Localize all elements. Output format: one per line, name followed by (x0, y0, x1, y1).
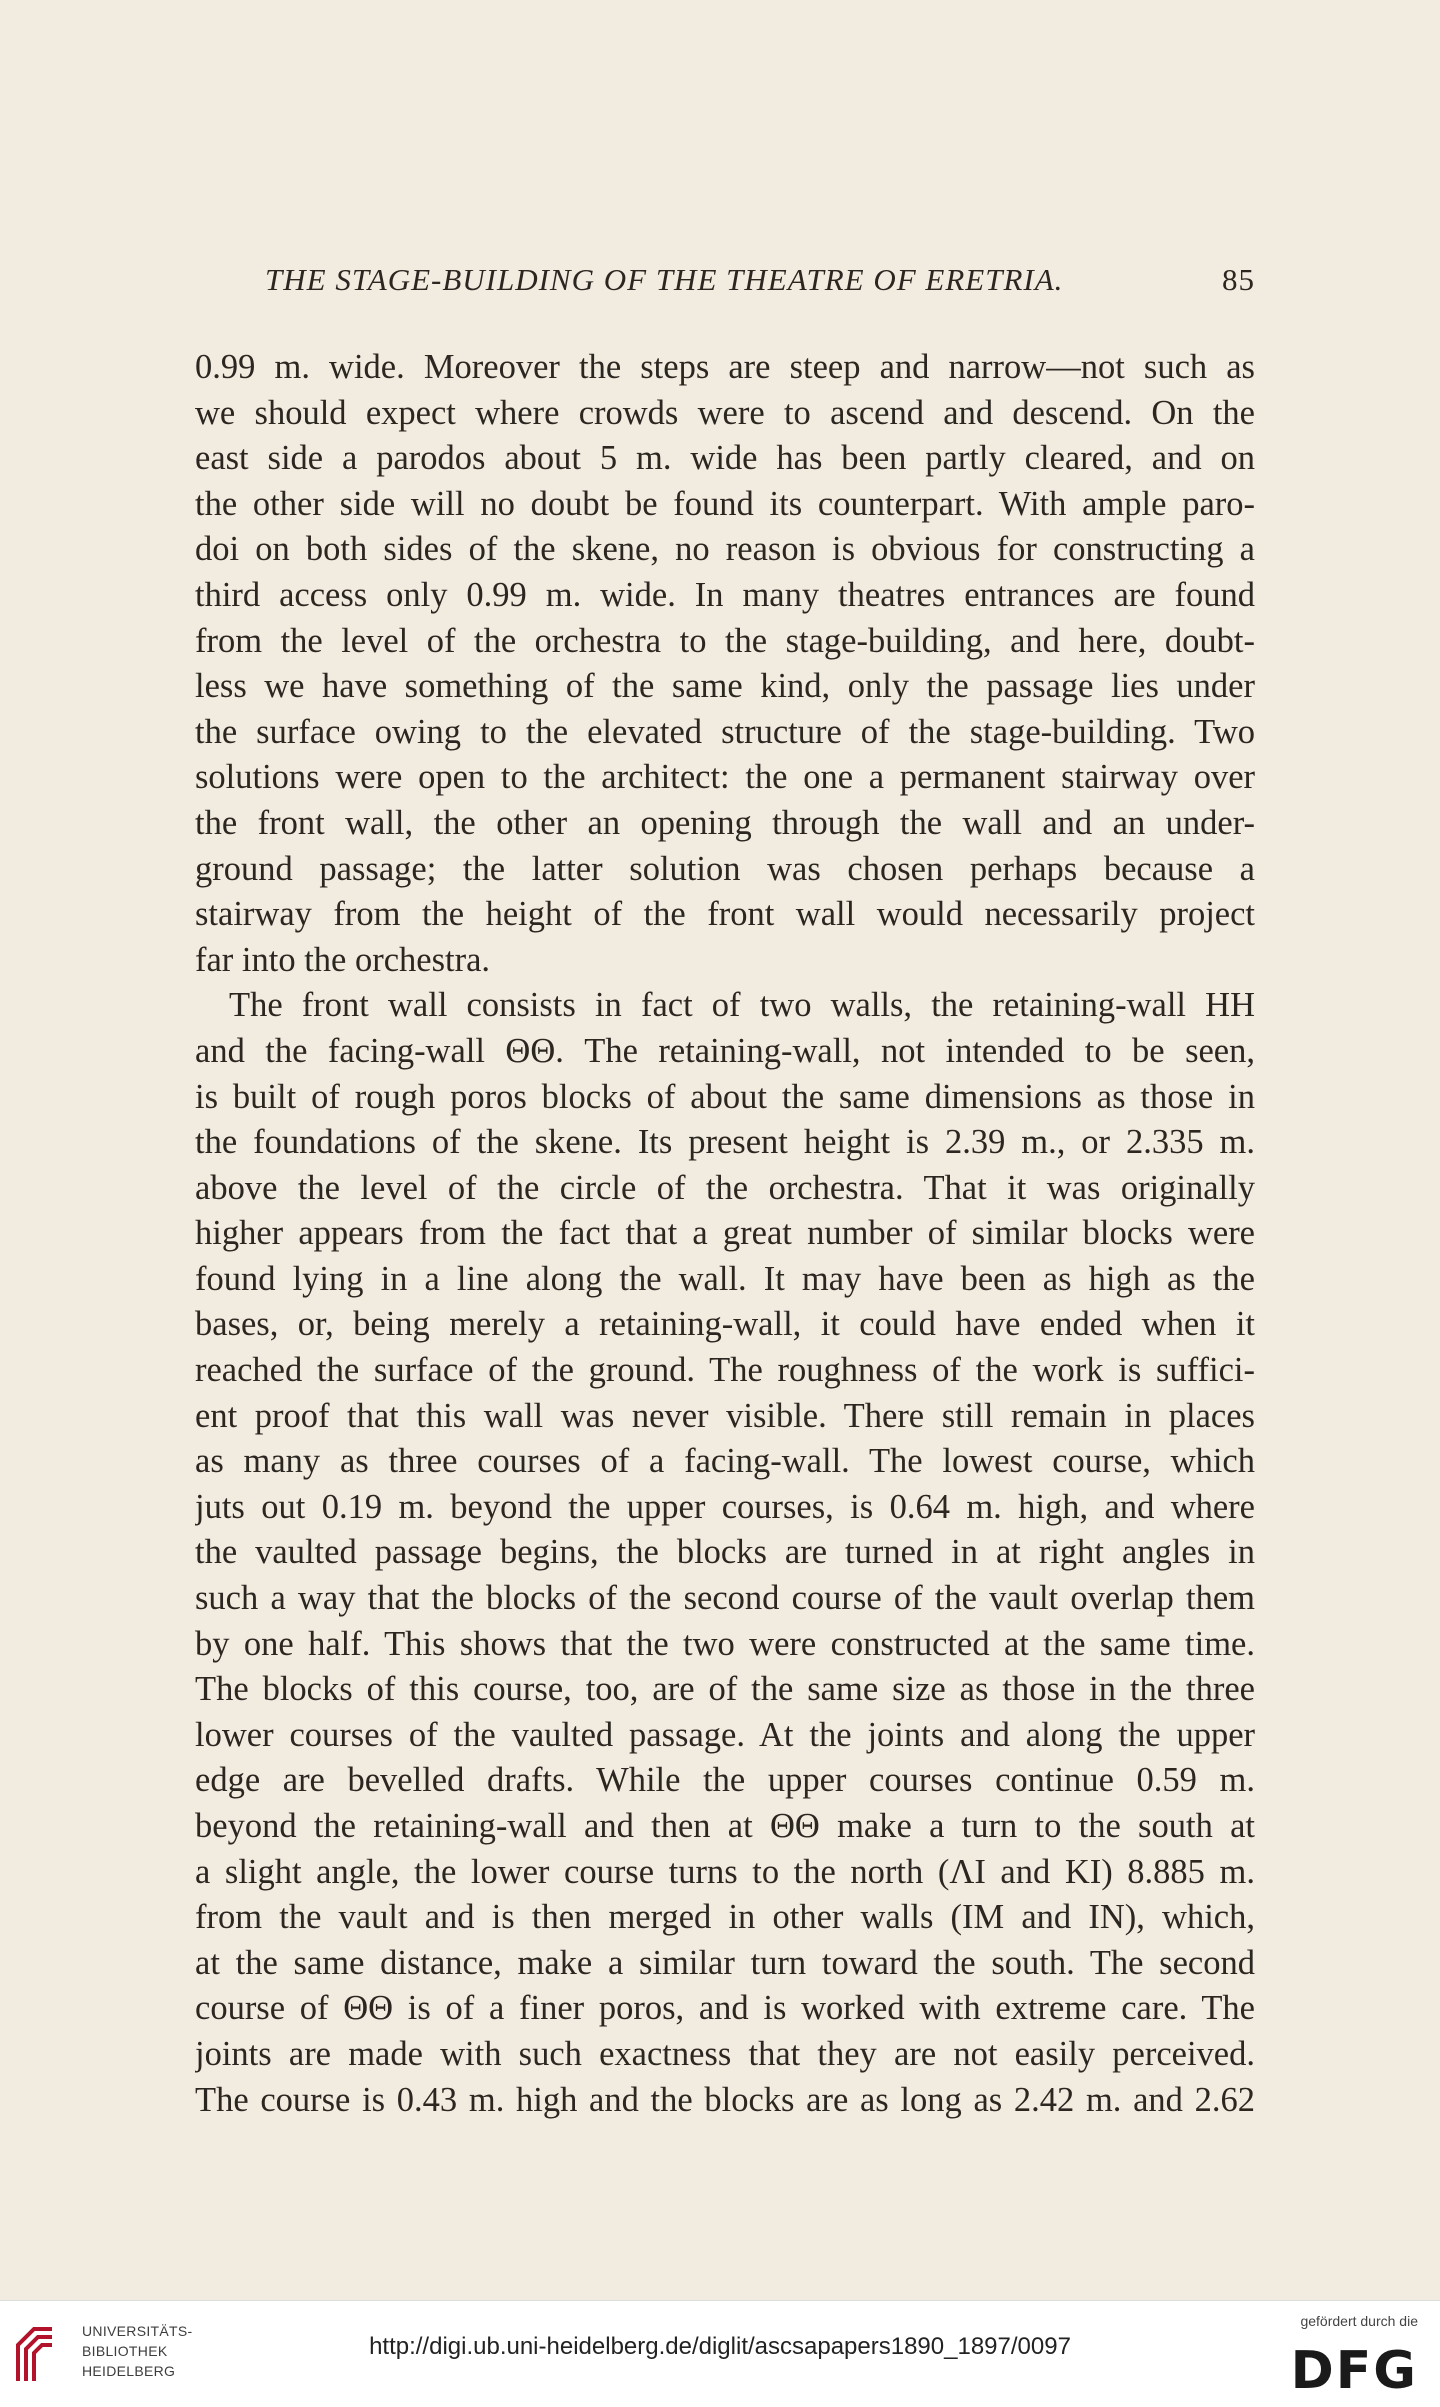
text-line: and the facing-wall ΘΘ. The retaining-wall, not intended to be seen, (195, 1031, 1255, 1070)
text-line: higher appears from the fact that a great number of similar blocks were (195, 1214, 1255, 1253)
text-line: lower courses of the vaulted passage. At the joints and along the upper (195, 1715, 1255, 1754)
text-line: from the level of the orchestra to the stage-building, and here, doubt- (195, 621, 1255, 660)
text-line: above the level of the circle of the orchestra. That it was originally (195, 1168, 1255, 1207)
text-line: 0.99 m. wide. Moreover the steps are steep and narrow—not such as (195, 348, 1255, 386)
text-line: such a way that the blocks of the second course of the vault overlap them (195, 1579, 1255, 1618)
text-line: at the same distance, make a similar turn toward the south. The second (195, 1943, 1255, 1982)
library-name-line: HEIDELBERG (82, 2363, 176, 2379)
dfg-logo: DFG (1290, 2341, 1418, 2401)
text-line: the front wall, the other an opening through the wall and an under- (195, 803, 1255, 842)
text-line: less we have something of the same kind, only the passage lies under (195, 667, 1255, 706)
text-line: east side a parodos about 5 m. wide has been partly cleared, and on (195, 439, 1255, 478)
text-line: the foundations of the skene. Its present height is 2.39 m., or 2.335 m. (195, 1123, 1255, 1162)
text-line: solutions were open to the architect: the one a permanent stairway over (195, 758, 1255, 797)
text-line: we should expect where crowds were to ascend and descend. On the (195, 393, 1255, 432)
text-line: ent proof that this wall was never visible. There still remain in places (195, 1396, 1255, 1435)
text-line: third access only 0.99 m. wide. In many theatres entrances are found (195, 575, 1255, 614)
text-line: reached the surface of the ground. The roughness of the work is suffici- (195, 1351, 1255, 1390)
text-line: doi on both sides of the skene, no reason is obvious for constructing a (195, 530, 1255, 569)
text-line: by one half. This shows that the two were constructed at the same time. (195, 1624, 1255, 1663)
text-line: joints are made with such exactness that they are not easily perceived. (195, 2034, 1255, 2073)
text-line: The course is 0.43 m. high and the blocks are as long as 2.42 m. and 2.62 (195, 2080, 1255, 2119)
text-line: The front wall consists in fact of two walls, the retaining-wall HH (229, 986, 1255, 1025)
permalink-url[interactable]: http://digi.ub.uni-heidelberg.de/diglit/ascsapapers1890_1897/0097 (369, 2333, 1071, 2360)
text-line: beyond the retaining-wall and then at ΘΘ make a turn to the south at (195, 1807, 1255, 1845)
text-line: is built of rough poros blocks of about the same dimensions as those in (195, 1077, 1255, 1116)
library-name-line: BIBLIOTHEK (82, 2343, 168, 2359)
text-line: the other side will no doubt be found its counterpart. With ample paro- (195, 484, 1255, 523)
text-line: ground passage; the latter solution was chosen perhaps because a (195, 849, 1255, 888)
text-line: The blocks of this course, too, are of the same size as those in the three (195, 1670, 1255, 1709)
text-line: juts out 0.19 m. beyond the upper courses, is 0.64 m. high, and where (195, 1487, 1255, 1526)
text-line: from the vault and is then merged in other walls (IM and IN), which, (195, 1898, 1255, 1937)
text-line: the surface owing to the elevated structure of the stage-building. Two (195, 712, 1255, 751)
viewer-footer (0, 2300, 1440, 2407)
text-line: course of ΘΘ is of a finer poros, and is worked with extreme care. The (195, 1989, 1255, 2028)
library-name-line: UNIVERSITÄTS- (82, 2323, 193, 2339)
body-text (195, 345, 1255, 2123)
page-number: 85 (1222, 262, 1255, 297)
funder-label: gefördert durch die (1300, 2313, 1418, 2329)
text-line: edge are bevelled drafts. While the upper courses continue 0.59 m. (195, 1761, 1255, 1800)
text-line: a slight angle, the lower course turns to the north (ΛI and KI) 8.885 m. (195, 1852, 1255, 1891)
text-line: found lying in a line along the wall. It may have been as high as the (195, 1259, 1255, 1298)
text-line: stairway from the height of the front wall would necessarily project (195, 895, 1255, 934)
text-line: far into the orchestra. (195, 940, 491, 979)
text-line: the vaulted passage begins, the blocks are turned in at right angles in (195, 1533, 1255, 1572)
text-line: as many as three courses of a facing-wall. The lowest course, which (195, 1442, 1255, 1481)
text-line: bases, or, being merely a retaining-wall, it could have ended when it (195, 1305, 1255, 1344)
running-header (265, 262, 1255, 298)
running-title: THE STAGE-BUILDING OF THE THEATRE OF ERETRIA. (265, 262, 1064, 297)
